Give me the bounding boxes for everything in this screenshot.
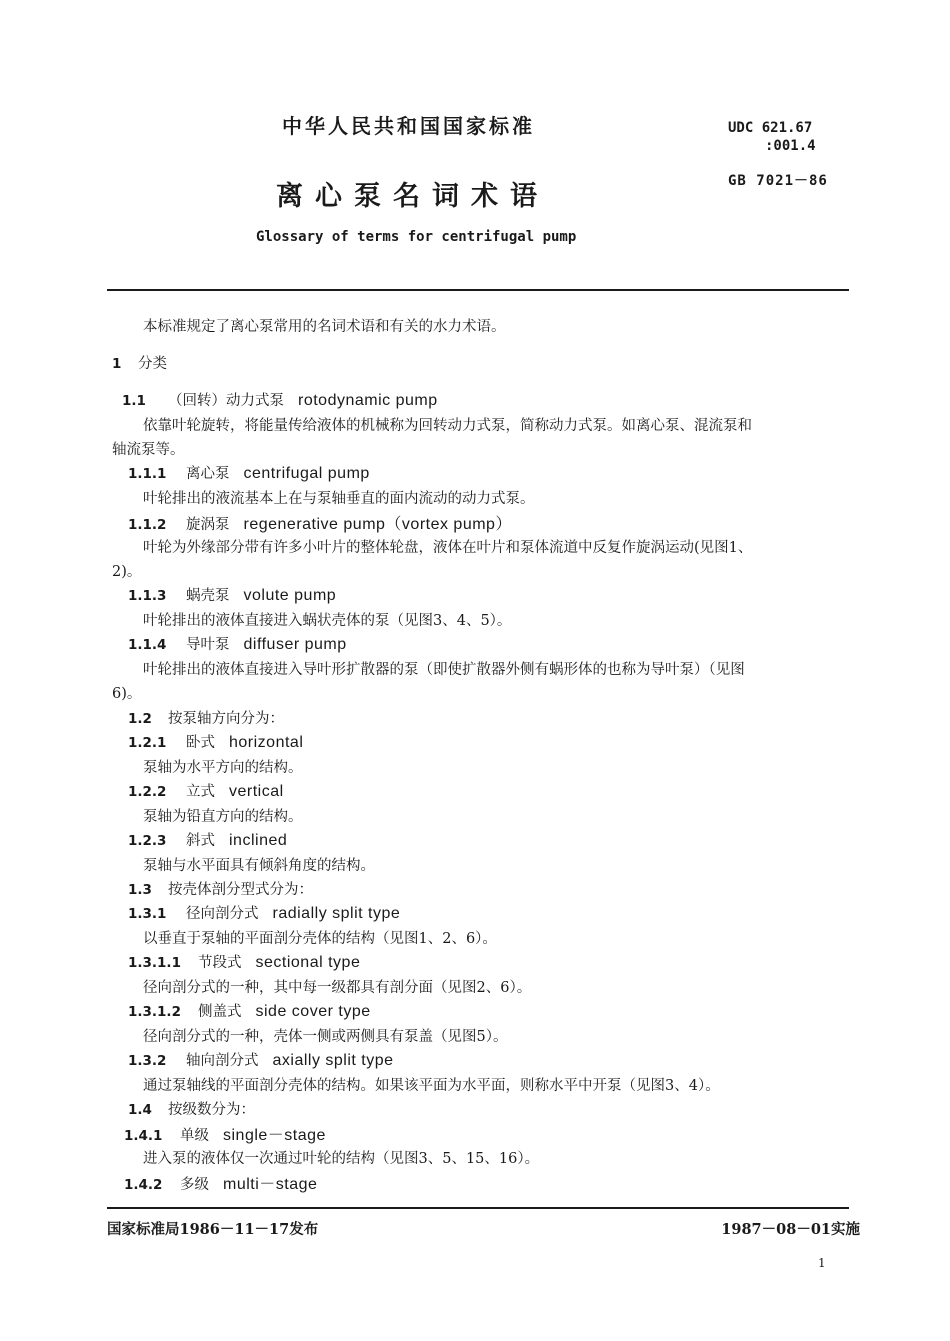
- term-number: 1.4: [128, 1102, 152, 1118]
- term-english: horizontal: [229, 734, 304, 751]
- term-english: inclined: [229, 832, 288, 849]
- term-chinese: 导叶泵: [186, 637, 230, 653]
- term-entry: [128, 584, 336, 605]
- term-chinese: 径向剖分式: [186, 906, 259, 922]
- definition-line: 泵轴与水平面具有倾斜角度的结构。: [143, 858, 375, 874]
- term-entry: [124, 1171, 317, 1194]
- udc-code-suffix: :001.4: [765, 138, 816, 154]
- definition-line: 以垂直于泵轴的平面剖分壳体的结构（见图1、2、6）。: [143, 931, 497, 947]
- term-english: radially split type: [272, 905, 401, 922]
- term-chinese: 离心泵: [186, 466, 230, 482]
- term-chinese: 卧式: [186, 735, 215, 751]
- definition-line: 泵轴为水平方向的结构。: [143, 760, 303, 776]
- definition-line: 通过泵轴线的平面剖分壳体的结构。如果该平面为水平面，则称水平中开泵（见图3、4）。: [143, 1078, 720, 1094]
- term-number: 1.3.1: [128, 906, 167, 922]
- term-english: side cover type: [255, 1003, 371, 1020]
- definition-line: 进入泵的液体仅一次通过叶轮的结构（见图3、5、15、16）。: [143, 1151, 540, 1167]
- term-entry: [128, 829, 287, 850]
- term-chinese: 斜式: [186, 833, 215, 849]
- term-entry: [124, 1122, 326, 1145]
- term-chinese: 多级: [180, 1177, 209, 1193]
- definition-line: 叶轮排出的液体直接进入蜗状壳体的泵（见图3、4、5）。: [143, 613, 512, 629]
- term-english: sectional type: [255, 954, 361, 971]
- term-number: 1.1.4: [128, 637, 167, 653]
- term-number: 1.1.2: [128, 517, 167, 533]
- term-chinese: （回转）动力式泵: [168, 393, 284, 409]
- definition-line: 泵轴为铅直方向的结构。: [143, 809, 303, 825]
- term-number: 1.3: [128, 882, 152, 898]
- definition-line: 6)。: [112, 686, 142, 702]
- term-number: 1.2.1: [128, 735, 167, 751]
- term-entry: [128, 1049, 394, 1070]
- term-number: 1.2.3: [128, 833, 167, 849]
- intro-paragraph: 本标准规定了离心泵常用的名词术语和有关的水力术语。: [143, 319, 506, 335]
- term-entry: [128, 1098, 255, 1119]
- term-entry: [128, 511, 512, 534]
- udc-code: UDC 621.67: [728, 120, 813, 136]
- term-number: 1.1: [122, 393, 146, 409]
- definition-line: 叶轮排出的液体直接进入导叶形扩散器的泵（即使扩散器外侧有蜗形体的也称为导叶泵）（见图: [143, 662, 745, 678]
- term-entry: [128, 951, 360, 972]
- term-chinese: 立式: [186, 784, 215, 800]
- issuing-authority: 中华人民共和国国家标准: [282, 114, 535, 138]
- term-entry: [128, 462, 370, 483]
- term-number: 1.1.3: [128, 588, 167, 604]
- term-entry: [128, 780, 284, 801]
- term-number: 1.3.2: [128, 1053, 167, 1069]
- term-chinese: 单级: [180, 1128, 209, 1144]
- term-english: rotodynamic pump: [298, 392, 438, 409]
- term-number: 1.1.1: [128, 466, 167, 482]
- section-title: 分类: [138, 356, 167, 372]
- term-english: regenerative pump（vortex pump）: [243, 516, 512, 533]
- term-chinese: 轴向剖分式: [186, 1053, 259, 1069]
- term-english: centrifugal pump: [243, 465, 370, 482]
- document-title-english: Glossary of terms for centrifugal pump: [256, 229, 577, 245]
- term-chinese: 蜗壳泵: [186, 588, 230, 604]
- term-number: 1.4.1: [124, 1128, 163, 1144]
- definition-line: 叶轮为外缘部分带有许多小叶片的整体轮盘，液体在叶片和泵体流道中反复作旋涡运动(见图1、: [143, 540, 753, 556]
- effective-date: 1987－08－01实施: [721, 1221, 860, 1238]
- term-english: vertical: [229, 783, 284, 800]
- term-entry: [128, 707, 284, 728]
- term-number: 1.2.2: [128, 784, 167, 800]
- term-entry: [128, 731, 303, 752]
- term-chinese: 按泵轴方向分为：: [168, 711, 284, 727]
- top-divider: [107, 289, 849, 291]
- gb-standard-number: GB 7021－86: [728, 173, 828, 189]
- definition-line: 轴流泵等。: [112, 442, 185, 458]
- page-number: 1: [818, 1256, 826, 1270]
- term-chinese: 旋涡泵: [186, 517, 230, 533]
- term-chinese: 按壳体剖分型式分为：: [168, 882, 313, 898]
- term-english: single－stage: [223, 1127, 326, 1144]
- section-number: 1: [112, 356, 122, 372]
- term-chinese: 侧盖式: [198, 1004, 242, 1020]
- term-english: axially split type: [272, 1052, 394, 1069]
- term-number: 1.2: [128, 711, 152, 727]
- document-title: 离心泵名词术语: [276, 181, 549, 212]
- term-entry: [128, 633, 347, 654]
- term-number: 1.4.2: [124, 1177, 163, 1193]
- term-entry: [128, 1000, 371, 1021]
- definition-line: 2)。: [112, 564, 142, 580]
- definition-line: 叶轮排出的液流基本上在与泵轴垂直的面内流动的动力式泵。: [143, 491, 535, 507]
- term-english: diffuser pump: [243, 636, 347, 653]
- section-heading: [112, 352, 167, 373]
- term-entry: [128, 878, 313, 899]
- definition-line: 径向剖分式的一种，壳体一侧或两侧具有泵盖（见图5）。: [143, 1029, 508, 1045]
- term-entry: [122, 389, 438, 410]
- term-chinese: 按级数分为：: [168, 1102, 255, 1118]
- term-chinese: 节段式: [198, 955, 242, 971]
- term-entry: [128, 902, 400, 923]
- bottom-divider: [107, 1207, 849, 1209]
- definition-line: 径向剖分式的一种，其中每一级都具有剖分面（见图2、6）。: [143, 980, 532, 996]
- term-english: volute pump: [243, 587, 337, 604]
- issue-date: 国家标准局1986－11－17发布: [107, 1221, 319, 1238]
- term-english: multi－stage: [223, 1176, 318, 1193]
- term-number: 1.3.1.1: [128, 955, 181, 971]
- definition-line: 依靠叶轮旋转，将能量传给液体的机械称为回转动力式泵，简称动力式泵。如离心泵、混流泵和: [143, 418, 752, 434]
- term-number: 1.3.1.2: [128, 1004, 181, 1020]
